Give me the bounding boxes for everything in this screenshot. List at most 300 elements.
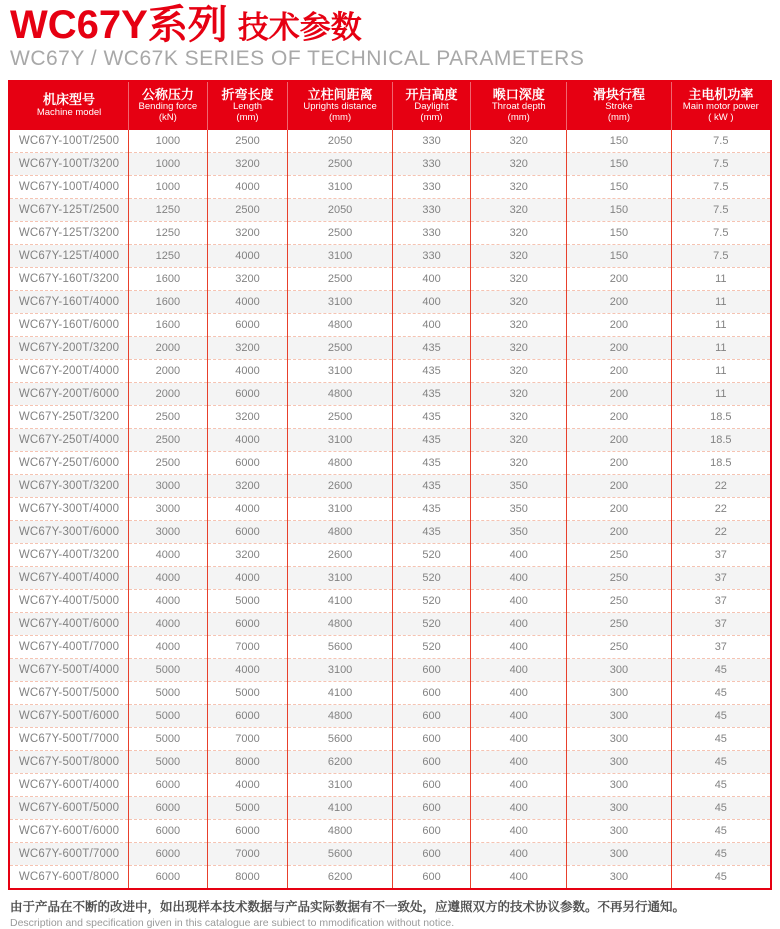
value-cell: 250 [567,544,671,567]
column-header-en: Stroke [605,101,633,113]
column-header-zh: 开启高度 [405,86,458,102]
value-cell: 320 [471,153,567,176]
value-cell: 200 [567,521,671,544]
model-cell: WC67Y-300T/4000 [9,498,129,521]
value-cell: 4000 [207,567,288,590]
value-cell: 7.5 [671,222,771,245]
value-cell: 6000 [207,521,288,544]
value-cell: 3200 [207,406,288,429]
model-cell: WC67Y-500T/5000 [9,682,129,705]
value-cell: 5600 [288,728,392,751]
value-cell: 3000 [129,498,207,521]
value-cell: 200 [567,383,671,406]
value-cell: 300 [567,843,671,866]
value-cell: 3100 [288,429,392,452]
value-cell: 300 [567,728,671,751]
value-cell: 320 [471,176,567,199]
model-cell: WC67Y-125T/4000 [9,245,129,268]
value-cell: 4000 [129,590,207,613]
model-cell: WC67Y-125T/2500 [9,199,129,222]
value-cell: 5600 [288,636,392,659]
table-row [9,613,771,636]
value-cell: 18.5 [671,406,771,429]
page-title-parameters: 技术参数 [237,10,362,45]
value-cell: 3000 [129,521,207,544]
value-cell: 3200 [207,337,288,360]
value-cell: 3200 [207,544,288,567]
value-cell: 320 [471,222,567,245]
model-cell: WC67Y-125T/3200 [9,222,129,245]
value-cell: 4800 [288,383,392,406]
value-cell: 45 [671,774,771,797]
value-cell: 600 [392,682,470,705]
value-cell: 320 [471,291,567,314]
table-row [9,291,771,314]
value-cell: 6200 [288,866,392,890]
value-cell: 18.5 [671,429,771,452]
model-cell: WC67Y-100T/2500 [9,130,129,153]
value-cell: 4000 [207,498,288,521]
value-cell: 5000 [129,659,207,682]
table-row [9,406,771,429]
value-cell: 45 [671,866,771,890]
model-cell: WC67Y-600T/8000 [9,866,129,890]
value-cell: 1250 [129,222,207,245]
model-cell: WC67Y-400T/7000 [9,636,129,659]
value-cell: 400 [471,636,567,659]
table-row [9,544,771,567]
value-cell: 400 [471,682,567,705]
value-cell: 600 [392,659,470,682]
value-cell: 520 [392,544,470,567]
value-cell: 22 [671,498,771,521]
column-header-bending-force [129,81,207,130]
value-cell: 18.5 [671,452,771,475]
value-cell: 200 [567,337,671,360]
value-cell: 400 [392,291,470,314]
value-cell: 400 [471,567,567,590]
column-header-unit: (mm) [607,112,631,124]
value-cell: 320 [471,130,567,153]
table-row [9,245,771,268]
value-cell: 1600 [129,268,207,291]
column-header-unit: (mm) [420,112,443,124]
value-cell: 4800 [288,613,392,636]
value-cell: 2500 [207,130,288,153]
value-cell: 2000 [129,383,207,406]
value-cell: 320 [471,337,567,360]
value-cell: 150 [567,199,671,222]
value-cell: 22 [671,475,771,498]
model-cell: WC67Y-500T/4000 [9,659,129,682]
value-cell: 11 [671,291,771,314]
value-cell: 400 [471,705,567,728]
value-cell: 150 [567,153,671,176]
column-header-unit: (mm) [328,112,352,124]
value-cell: 6000 [129,866,207,890]
value-cell: 6000 [129,797,207,820]
value-cell: 400 [471,774,567,797]
table-row [9,728,771,751]
value-cell: 330 [392,199,470,222]
value-cell: 435 [392,498,470,521]
value-cell: 2050 [288,199,392,222]
column-header-daylight [392,81,470,130]
table-row [9,314,771,337]
value-cell: 1000 [129,130,207,153]
value-cell: 330 [392,176,470,199]
column-header-en: Main motor power [682,101,759,113]
value-cell: 8000 [207,866,288,890]
value-cell: 320 [471,199,567,222]
value-cell: 4100 [288,682,392,705]
page-title-series: WC67Y系列 [10,3,228,47]
value-cell: 400 [471,797,567,820]
value-cell: 5000 [207,682,288,705]
column-header-length [207,81,288,130]
value-cell: 320 [471,452,567,475]
value-cell: 7000 [207,636,288,659]
value-cell: 1000 [129,153,207,176]
value-cell: 435 [392,337,470,360]
value-cell: 600 [392,774,470,797]
value-cell: 2500 [288,406,392,429]
value-cell: 600 [392,866,470,890]
value-cell: 8000 [207,751,288,774]
value-cell: 6000 [207,383,288,406]
model-cell: WC67Y-600T/7000 [9,843,129,866]
value-cell: 320 [471,383,567,406]
value-cell: 45 [671,820,771,843]
value-cell: 4800 [288,314,392,337]
model-cell: WC67Y-600T/6000 [9,820,129,843]
value-cell: 7000 [207,843,288,866]
value-cell: 3100 [288,176,392,199]
value-cell: 600 [392,728,470,751]
value-cell: 11 [671,337,771,360]
column-header-en: Bending force [138,101,198,113]
value-cell: 5000 [129,705,207,728]
column-header-zh: 公称压力 [141,86,194,102]
value-cell: 3200 [207,153,288,176]
column-header-unit: (mm) [236,112,259,124]
table-row [9,682,771,705]
value-cell: 2500 [207,199,288,222]
table-row [9,452,771,475]
value-cell: 200 [567,314,671,337]
value-cell: 11 [671,314,771,337]
value-cell: 2500 [129,406,207,429]
column-header-en: Uprights distance [303,101,377,113]
table-row [9,866,771,890]
table-row [9,521,771,544]
value-cell: 435 [392,360,470,383]
value-cell: 4000 [207,659,288,682]
value-cell: 400 [392,314,470,337]
value-cell: 7.5 [671,199,771,222]
value-cell: 320 [471,360,567,383]
table-row [9,774,771,797]
value-cell: 45 [671,797,771,820]
value-cell: 4000 [207,291,288,314]
value-cell: 37 [671,567,771,590]
value-cell: 2050 [288,130,392,153]
value-cell: 400 [392,268,470,291]
model-cell: WC67Y-200T/3200 [9,337,129,360]
value-cell: 45 [671,843,771,866]
model-cell: WC67Y-500T/8000 [9,751,129,774]
value-cell: 4000 [207,774,288,797]
value-cell: 5600 [288,843,392,866]
table-row [9,429,771,452]
value-cell: 5000 [129,728,207,751]
value-cell: 4000 [129,613,207,636]
column-header-zh: 喉口深度 [492,86,545,102]
value-cell: 150 [567,130,671,153]
value-cell: 200 [567,498,671,521]
value-cell: 300 [567,820,671,843]
value-cell: 5000 [129,751,207,774]
value-cell: 250 [567,636,671,659]
value-cell: 37 [671,590,771,613]
value-cell: 7000 [207,728,288,751]
value-cell: 400 [471,843,567,866]
model-cell: WC67Y-300T/6000 [9,521,129,544]
value-cell: 2000 [129,337,207,360]
value-cell: 330 [392,153,470,176]
value-cell: 200 [567,475,671,498]
column-header-zh: 主电机功率 [688,86,754,102]
table-row [9,590,771,613]
value-cell: 200 [567,406,671,429]
table-row [9,636,771,659]
value-cell: 300 [567,659,671,682]
value-cell: 600 [392,705,470,728]
value-cell: 300 [567,751,671,774]
table-row [9,176,771,199]
table-row [9,153,771,176]
value-cell: 7.5 [671,245,771,268]
column-header-unit: (mm) [507,112,530,124]
value-cell: 1000 [129,176,207,199]
value-cell: 400 [471,590,567,613]
value-cell: 6000 [207,314,288,337]
value-cell: 2500 [288,337,392,360]
table-row [9,360,771,383]
value-cell: 300 [567,797,671,820]
column-header-zh: 机床型号 [43,92,96,108]
value-cell: 520 [392,567,470,590]
value-cell: 435 [392,475,470,498]
table-row [9,383,771,406]
disclaimer [10,900,770,929]
model-cell: WC67Y-250T/3200 [9,406,129,429]
value-cell: 4000 [207,245,288,268]
value-cell: 37 [671,636,771,659]
value-cell: 3100 [288,659,392,682]
model-cell: WC67Y-400T/5000 [9,590,129,613]
table-row [9,130,771,153]
value-cell: 300 [567,682,671,705]
model-cell: WC67Y-250T/6000 [9,452,129,475]
value-cell: 1250 [129,199,207,222]
value-cell: 600 [392,820,470,843]
table-row [9,498,771,521]
value-cell: 6200 [288,751,392,774]
value-cell: 600 [392,797,470,820]
table-row [9,820,771,843]
column-header-main-motor-power [671,81,771,130]
value-cell: 22 [671,521,771,544]
table-row [9,567,771,590]
model-cell: WC67Y-400T/4000 [9,567,129,590]
value-cell: 45 [671,659,771,682]
value-cell: 4800 [288,452,392,475]
technical-parameters-table [8,80,772,890]
value-cell: 45 [671,728,771,751]
value-cell: 2500 [288,222,392,245]
table-row [9,337,771,360]
value-cell: 400 [471,866,567,890]
value-cell: 5000 [129,682,207,705]
value-cell: 435 [392,406,470,429]
page-title [10,4,772,46]
column-header-stroke [567,81,671,130]
value-cell: 2600 [288,475,392,498]
value-cell: 4100 [288,797,392,820]
model-cell: WC67Y-300T/3200 [9,475,129,498]
table-row [9,751,771,774]
value-cell: 300 [567,774,671,797]
value-cell: 7.5 [671,176,771,199]
table-header-row [9,81,771,130]
value-cell: 300 [567,866,671,890]
value-cell: 11 [671,360,771,383]
value-cell: 350 [471,475,567,498]
value-cell: 350 [471,498,567,521]
value-cell: 320 [471,314,567,337]
column-header-throat-depth [471,81,567,130]
value-cell: 4800 [288,820,392,843]
disclaimer-en: Description and specification given in this catalogue are subiect to mmodification without notice. [10,916,455,929]
model-cell: WC67Y-100T/4000 [9,176,129,199]
value-cell: 4800 [288,705,392,728]
value-cell: 400 [471,820,567,843]
value-cell: 520 [392,636,470,659]
value-cell: 3100 [288,245,392,268]
value-cell: 520 [392,590,470,613]
value-cell: 150 [567,176,671,199]
value-cell: 2500 [288,268,392,291]
value-cell: 200 [567,268,671,291]
value-cell: 350 [471,521,567,544]
value-cell: 400 [471,659,567,682]
model-cell: WC67Y-160T/3200 [9,268,129,291]
value-cell: 2500 [288,153,392,176]
value-cell: 7.5 [713,135,729,147]
value-cell: 11 [671,383,771,406]
table-row [9,659,771,682]
value-cell: 3200 [207,475,288,498]
value-cell: 330 [392,245,470,268]
value-cell: 5000 [207,797,288,820]
value-cell: 150 [567,245,671,268]
value-cell: 250 [567,567,671,590]
column-header-unit: ( kW ) [708,112,734,124]
value-cell: 250 [567,613,671,636]
value-cell: 1600 [129,314,207,337]
model-cell: WC67Y-500T/7000 [9,728,129,751]
value-cell: 6000 [129,820,207,843]
value-cell: 600 [392,751,470,774]
table-row [9,705,771,728]
value-cell: 400 [471,544,567,567]
value-cell: 4000 [207,429,288,452]
value-cell: 435 [392,429,470,452]
value-cell: 5000 [207,590,288,613]
model-cell: WC67Y-200T/6000 [9,383,129,406]
value-cell: 435 [392,383,470,406]
value-cell: 6000 [207,613,288,636]
table-row [9,797,771,820]
value-cell: 2500 [129,429,207,452]
value-cell: 250 [567,590,671,613]
model-cell: WC67Y-400T/3200 [9,544,129,567]
value-cell: 3200 [207,222,288,245]
column-header-zh: 滑块行程 [592,86,645,102]
value-cell: 6000 [207,452,288,475]
table-row [9,222,771,245]
value-cell: 4800 [288,521,392,544]
value-cell: 2500 [129,452,207,475]
value-cell: 400 [471,751,567,774]
table-body [9,130,771,889]
value-cell: 4100 [288,590,392,613]
value-cell: 400 [471,613,567,636]
value-cell: 2600 [288,544,392,567]
value-cell: 3100 [288,291,392,314]
value-cell: 4000 [129,567,207,590]
value-cell: 45 [671,682,771,705]
column-header-en: Machine model [36,106,102,118]
value-cell: 6000 [129,843,207,866]
value-cell: 2000 [129,360,207,383]
model-cell: WC67Y-160T/4000 [9,291,129,314]
value-cell: 150 [567,222,671,245]
value-cell: 435 [392,452,470,475]
column-header-en: Throat depth [491,101,546,113]
model-cell: WC67Y-600T/4000 [9,774,129,797]
value-cell: 4000 [207,360,288,383]
model-cell: WC67Y-160T/6000 [9,314,129,337]
value-cell: 320 [471,245,567,268]
model-cell: WC67Y-500T/6000 [9,705,129,728]
value-cell: 400 [471,728,567,751]
table-row [9,268,771,291]
value-cell: 3100 [288,360,392,383]
column-header-en: Length [232,101,263,113]
value-cell: 3200 [207,268,288,291]
value-cell: 435 [392,521,470,544]
value-cell: 7.5 [671,153,771,176]
column-header-unit: (kN) [158,112,177,124]
value-cell: 3100 [288,498,392,521]
value-cell: 3000 [129,475,207,498]
table-row [9,475,771,498]
value-cell: 11 [671,268,771,291]
value-cell: 3100 [288,567,392,590]
value-cell: 200 [567,429,671,452]
